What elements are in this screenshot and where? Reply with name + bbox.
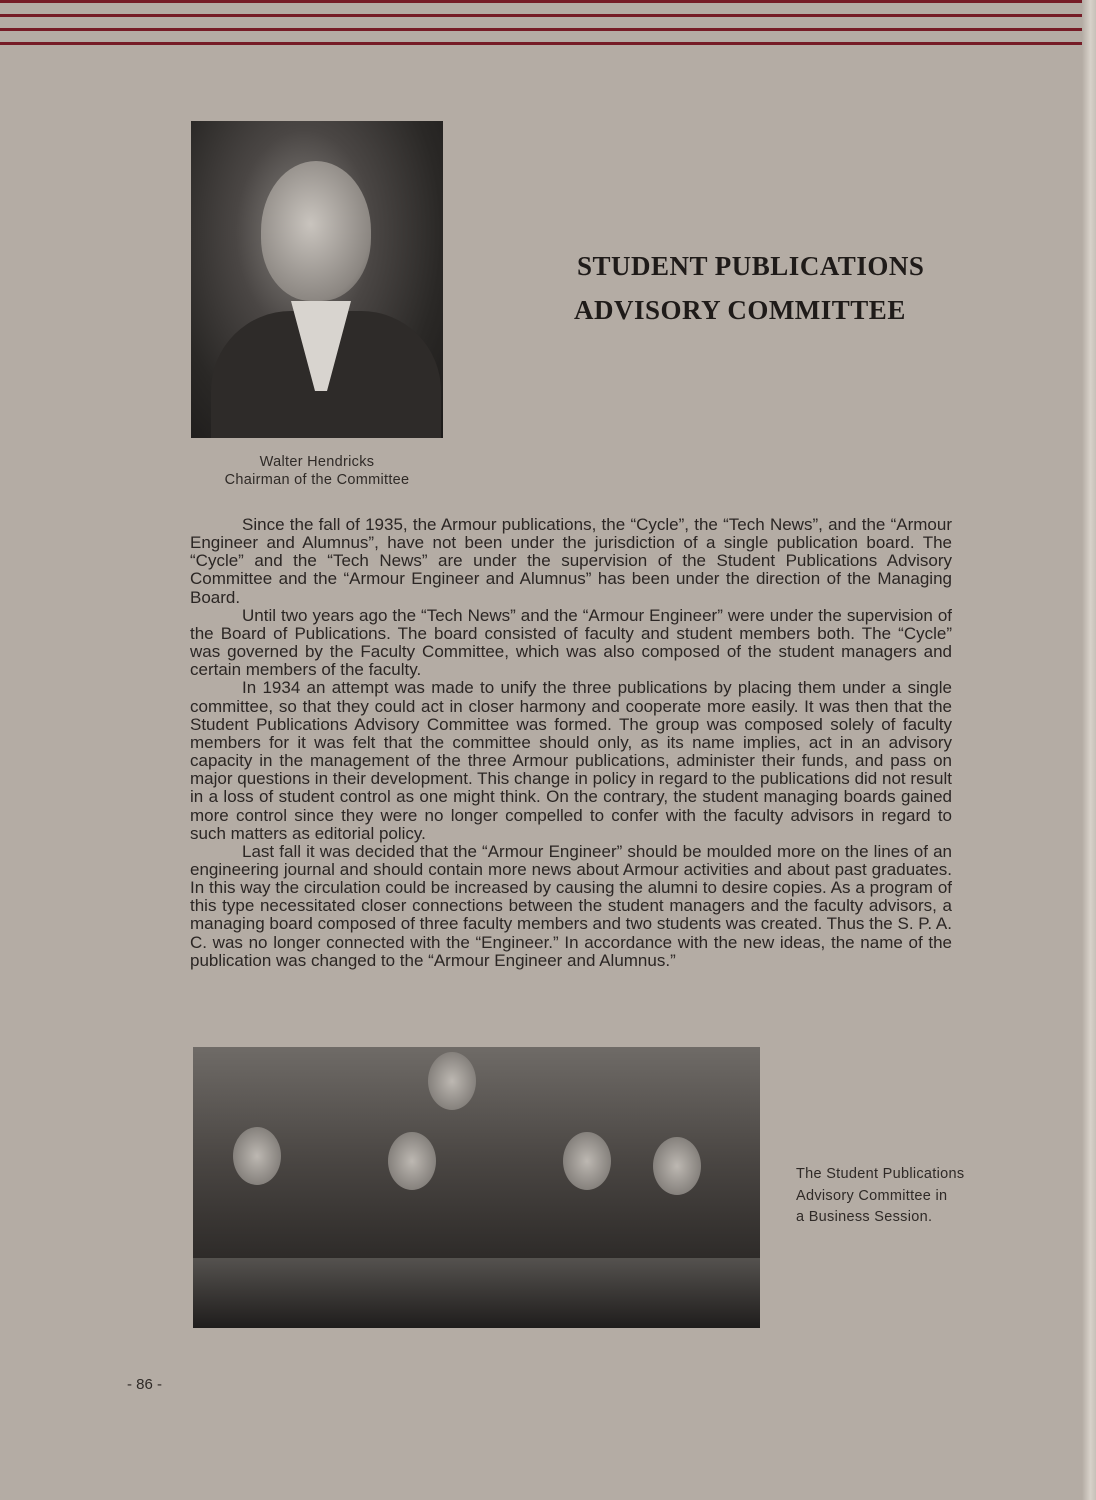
page-edge — [1082, 0, 1096, 1500]
page-title-line1: STUDENT PUBLICATIONS — [577, 251, 925, 281]
paragraph: In 1934 an attempt was made to unify the three publications by placing them under a single committee, so that they could act in closer harmony and cooperate more easily. It was then that the Student Publications Advisory Committee was formed. The group was composed solely of faculty members for it was felt that the committee should only, as its name implies, act in an advisory capacity in the management of the three Armour publications, administer their funds, and pass on major questions in their development. This change in policy in regard to the publications did not result in a loss of student control as one might think. On the contrary, the student managing boards gained more control since they were no longer compelled to confer with the faculty advisors in regard to such matters as editorial policy. — [190, 678, 952, 843]
caption-line: Advisory Committee in — [796, 1187, 948, 1204]
person-head — [233, 1127, 281, 1185]
group-photo — [193, 1047, 760, 1328]
paragraph: Since the fall of 1935, the Armour publications, the “Cycle”, the “Tech News”, and the “Armour Engineer and Alumnus”, have not been under the jurisdiction of a single publication board. The “Cycle” and the “Tech News” are under the supervision of the Student Publications Advisory Committee and the “Armour Engineer and Alumnus” has been under the direction of the Managing Board. — [190, 515, 952, 607]
decorative-rule-4 — [0, 42, 1096, 45]
person-head — [428, 1052, 476, 1110]
caption-line: The Student Publications — [796, 1166, 965, 1182]
page-number: - 86 - — [127, 1376, 163, 1393]
decorative-rule-1 — [0, 0, 1096, 3]
decorative-rule-2 — [0, 14, 1096, 17]
page-title-line2: ADVISORY COMMITTEE — [574, 295, 906, 325]
paragraph: Last fall it was decided that the “Armour Engineer” should be moulded more on the lines of an engineering journal and should contain more news about Armour activities and about past graduates. In this way the circulation could be increased by causing the alumni to desire copies. As a program of this type necessitated closer connections between the student managers and the faculty advisors, a managing board composed of three faculty members and two students was created. Thus the S. P. A. C. was no longer connected with the “Engineer.” In accordance with the new ideas, the name of the publication was changed to the “Armour Engineer and Alumnus.” — [190, 841, 952, 970]
portrait-caption — [191, 453, 443, 489]
paragraph: Until two years ago the “Tech News” and the “Armour Engineer” were under the supervision of the Board of Publications. The board consisted of faculty and student members both. The “Cycle” was governed by the Faculty Committee, which was also composed of the student managers and certain members of the faculty. — [190, 605, 952, 680]
person-head — [563, 1132, 611, 1190]
portrait-photo — [191, 121, 443, 438]
person-head — [388, 1132, 436, 1190]
decorative-rule-3 — [0, 28, 1096, 31]
portrait-name: Walter Hendricks — [259, 454, 375, 470]
group-photo-caption — [796, 1164, 996, 1229]
person-head — [653, 1137, 701, 1195]
portrait-role: Chairman of the Committee — [224, 472, 410, 488]
conference-table — [193, 1258, 760, 1328]
caption-line: a Business Session. — [796, 1209, 933, 1225]
portrait-face — [261, 161, 371, 301]
article-body — [190, 516, 952, 970]
